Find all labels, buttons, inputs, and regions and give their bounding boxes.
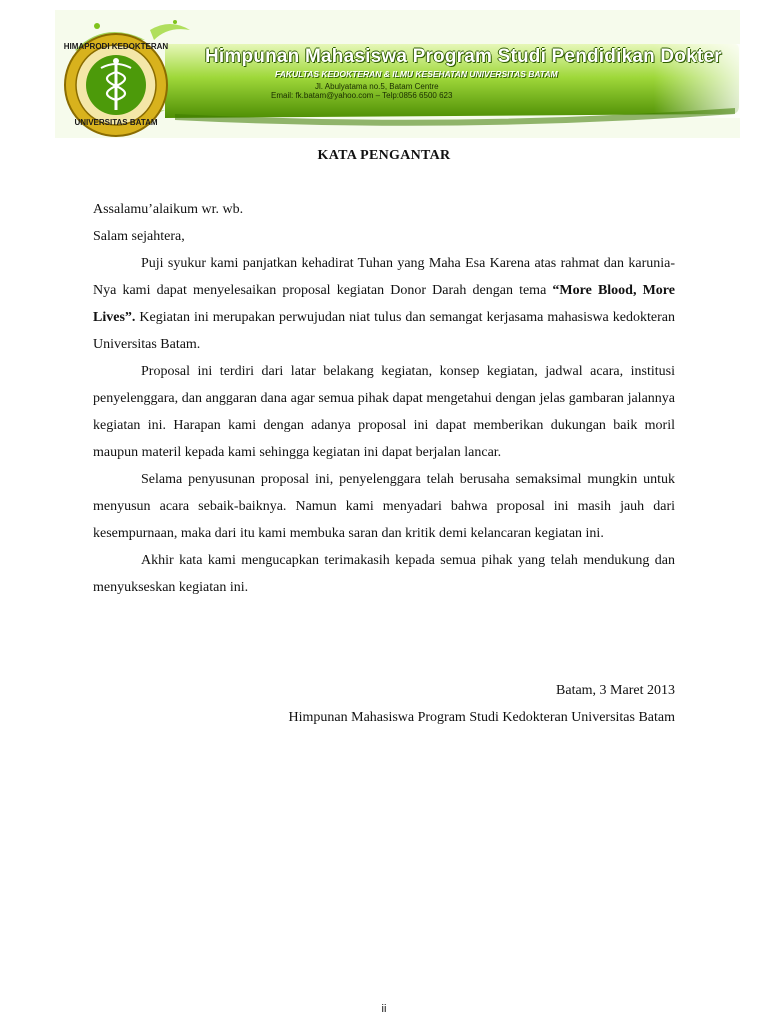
paragraph-1: [93, 250, 675, 358]
faculty-subtitle: FAKULTAS KEDOKTERAN & ILMU KESEHATAN UNIVERSITAS BATAM: [275, 69, 558, 79]
paragraph-1-text-before: Puji syukur kami panjatkan kehadirat Tuhan yang Maha Esa Karena atas rahmat dan karunia-Nya kami dapat menyelesaikan proposal kegiatan Donor Darah dengan tema: [93, 256, 675, 298]
paragraph-1-text-after: Kegiatan ini merupakan perwujudan niat tulus dan semangat kerjasama mahasiswa kedokteran Universitas Batam.: [93, 310, 675, 352]
seal-bottom-text: UNIVERSITAS BATAM: [74, 118, 158, 127]
closing-block: [93, 677, 675, 731]
university-seal: [63, 32, 169, 138]
paragraph-3: Selama penyusunan proposal ini, penyelenggara telah berusaha semaksimal mungkin untuk menyusun acara sebaik-baiknya. Namun kami menyadari bahwa proposal ini masih jauh dari kesempurnaan, maka dari itu kami membuka saran dan kritik demi kelancaran kegiatan ini.: [93, 472, 675, 541]
salutation: Salam sejahtera,: [93, 229, 185, 244]
banner-text: [205, 46, 725, 100]
page-title: KATA PENGANTAR: [317, 148, 451, 163]
organization-title: Himpunan Mahasiswa Program Studi Pendidikan Dokter: [205, 46, 722, 67]
paragraph-2: Proposal ini terdiri dari latar belakang kegiatan, konsep kegiatan, jadwal acara, institusi penyelenggara, dan anggaran dana agar semua pihak dapat mengetahui dengan jelas gambaran jalannya kegiatan ini. Harapan kami dengan adanya proposal ini dapat memberikan dukungan baik moril maupun materil kepada kami sehingga kegiatan ini dapat berjalan lancar.: [93, 364, 675, 460]
greeting: Assalamu’alaikum wr. wb.: [93, 202, 244, 217]
place-date: Batam, 3 Maret 2013: [556, 683, 675, 698]
document-body: [93, 196, 675, 601]
paragraph-4: Akhir kata kami mengucapkan terimakasih kepada semua pihak yang telah mendukung dan menyukseskan kegiatan ini.: [93, 553, 675, 595]
signatory: Himpunan Mahasiswa Program Studi Kedokteran Universitas Batam: [288, 710, 675, 725]
contact-line: Email: fk.batam@yahoo.com – Telp:0856 6500 623: [271, 91, 453, 100]
page-number: ii: [381, 1003, 387, 1015]
seal-top-text: HIMAPRODI KEDOKTERAN: [63, 42, 169, 51]
event-theme: “More Blood, More Lives”.: [93, 283, 675, 325]
letterhead-banner: [55, 10, 740, 138]
address-line: Jl. Abulyatama no.5, Batam Centre: [315, 82, 439, 91]
